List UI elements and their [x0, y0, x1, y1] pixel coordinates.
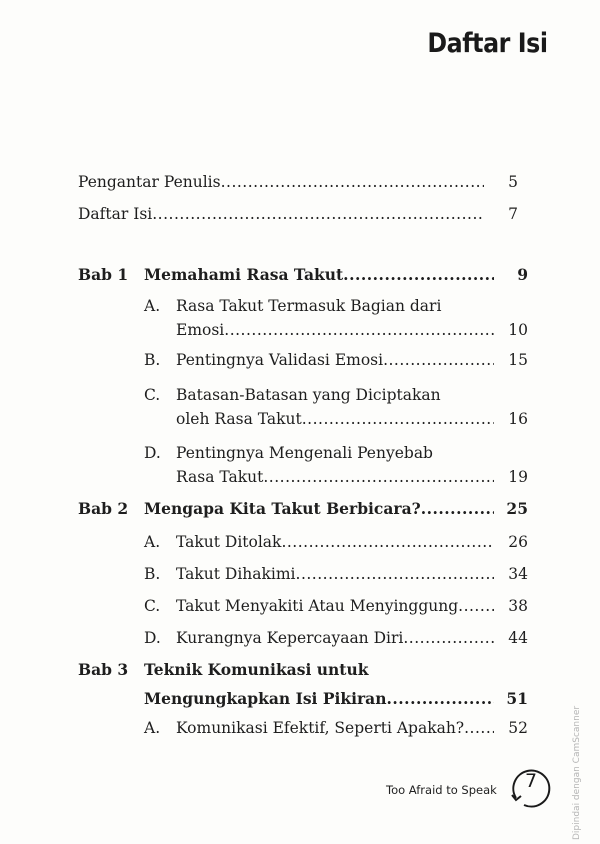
section-page: 34 — [508, 565, 528, 583]
dot-leader — [152, 204, 484, 224]
section-letter: D. — [144, 444, 161, 462]
dot-leader — [221, 172, 484, 192]
toc-entry-daftar-isi — [78, 204, 518, 224]
section-letter: A. — [144, 297, 161, 315]
section-page: 10 — [508, 321, 528, 339]
section-title: Kurangnya Kepercayaan Diri — [176, 629, 404, 647]
section-1c — [144, 385, 528, 435]
section-page: 26 — [508, 533, 528, 551]
section-letter: A. — [144, 719, 161, 737]
section-page: 44 — [508, 629, 528, 647]
section-1a — [144, 296, 528, 346]
section-2d — [144, 628, 528, 648]
section-1d — [144, 443, 528, 493]
section-3a — [144, 718, 528, 738]
chapter-3 — [78, 660, 528, 712]
dot-leader — [296, 564, 494, 584]
section-letter: B. — [144, 565, 161, 583]
section-title: Batasan-Batasan yang Diciptakan — [176, 386, 441, 404]
section-letter: C. — [144, 386, 161, 404]
page-number: 7 — [524, 770, 538, 792]
dot-leader — [263, 467, 494, 487]
dot-leader — [386, 689, 494, 709]
section-1b — [144, 350, 528, 370]
chapter-page: 51 — [506, 689, 528, 708]
dot-leader — [343, 265, 494, 285]
section-title: Pentingnya Validasi Emosi — [176, 351, 384, 369]
section-title: Pentingnya Mengenali Penyebab — [176, 444, 433, 462]
chapter-1 — [78, 265, 528, 285]
section-2a — [144, 532, 528, 552]
section-title-cont: Emosi — [176, 321, 225, 339]
section-page: 19 — [508, 468, 528, 486]
dot-leader — [281, 532, 494, 552]
section-letter: D. — [144, 629, 161, 647]
toc-entry-title: Daftar Isi — [78, 205, 153, 223]
dot-leader — [421, 499, 494, 519]
dot-leader — [383, 350, 494, 370]
section-title: Rasa Takut Termasuk Bagian dari — [176, 297, 442, 315]
section-title: Komunikasi Efektif, Seperti Apakah? — [176, 719, 465, 737]
scanner-watermark: Dipindai dengan CamScanner — [572, 705, 582, 840]
section-2b — [144, 564, 528, 584]
page-title: Daftar Isi — [427, 28, 548, 59]
chapter-page: 9 — [517, 265, 528, 284]
dot-leader — [403, 628, 494, 648]
section-title: Takut Menyakiti Atau Menyinggung — [176, 597, 459, 615]
chapter-title: Mengapa Kita Takut Berbicara? — [144, 499, 421, 518]
chapter-label: Bab 2 — [78, 499, 129, 518]
section-page: 52 — [508, 719, 528, 737]
toc-entry-pengantar — [78, 172, 518, 192]
chapter-title: Memahami Rasa Takut — [144, 265, 344, 284]
section-title: Takut Ditolak — [176, 533, 282, 551]
section-page: 16 — [508, 410, 528, 428]
toc-entry-page: 7 — [508, 205, 518, 223]
section-title-cont: oleh Rasa Takut — [176, 410, 302, 428]
chapter-2 — [78, 499, 528, 519]
chapter-title-cont: Mengungkapkan Isi Pikiran — [144, 689, 387, 708]
toc-entry-title: Pengantar Penulis — [78, 173, 221, 191]
chapter-label: Bab 1 — [78, 265, 129, 284]
section-letter: B. — [144, 351, 161, 369]
section-letter: A. — [144, 533, 161, 551]
chapter-label: Bab 3 — [78, 660, 129, 679]
section-page: 38 — [508, 597, 528, 615]
dot-leader — [302, 409, 494, 429]
section-letter: C. — [144, 597, 161, 615]
toc-entry-page: 5 — [508, 173, 518, 191]
dot-leader — [224, 320, 494, 340]
section-2c — [144, 596, 528, 616]
chapter-page: 25 — [506, 499, 528, 518]
chapter-title: Teknik Komunikasi untuk — [144, 660, 369, 679]
running-footer-title: Too Afraid to Speak — [386, 783, 497, 797]
section-page: 15 — [508, 351, 528, 369]
section-title-cont: Rasa Takut — [176, 468, 264, 486]
section-title: Takut Dihakimi — [176, 565, 296, 583]
